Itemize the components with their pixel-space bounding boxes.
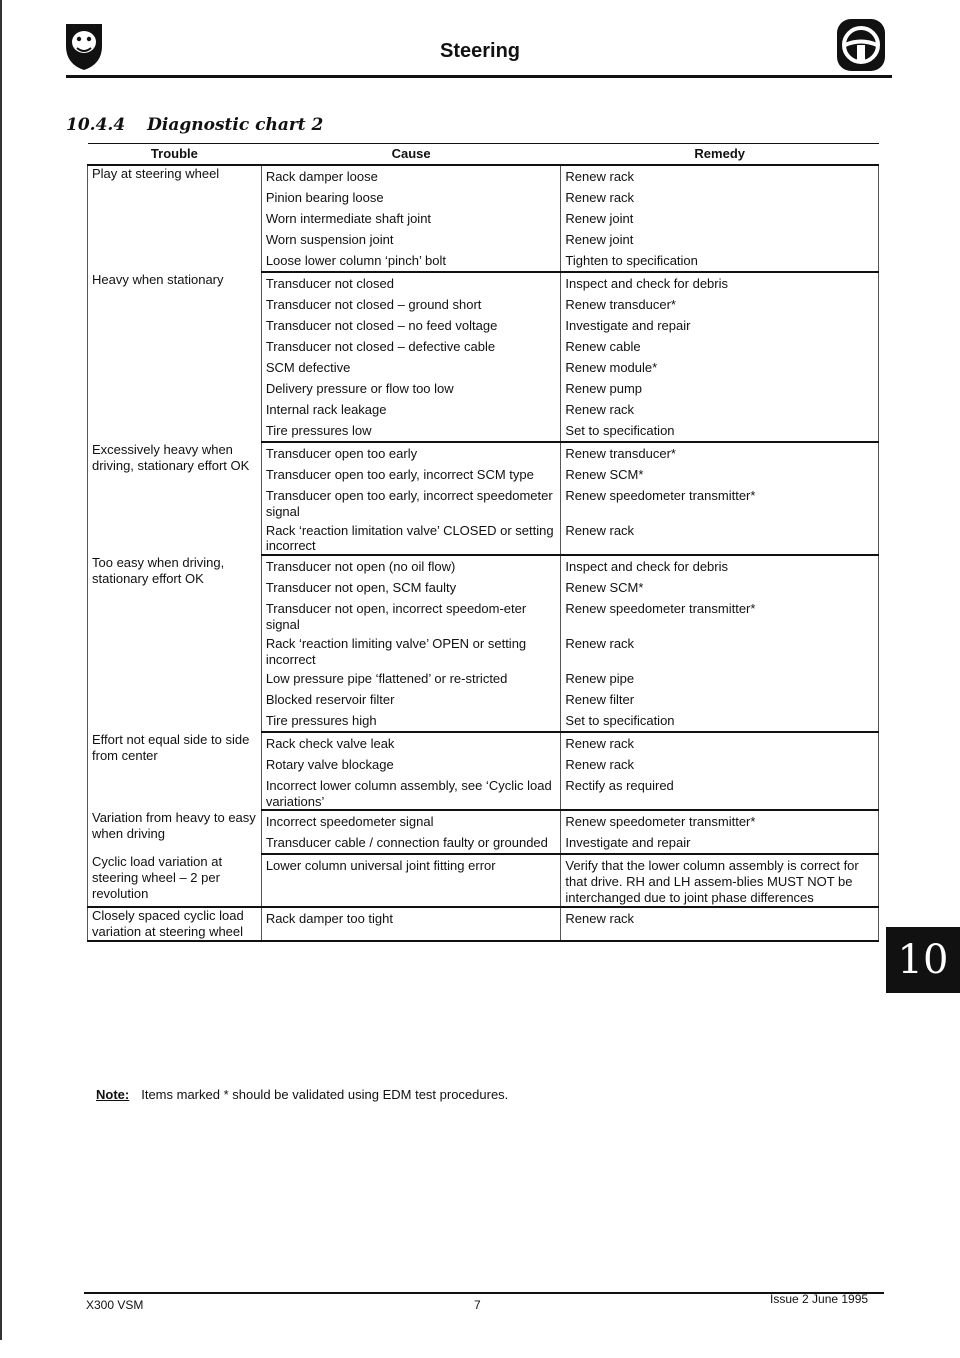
cause-cell	[261, 442, 561, 464]
footer-rule	[84, 1292, 884, 1294]
cause-cell	[261, 832, 561, 854]
remedy-text: Renew rack	[565, 756, 635, 772]
cause-cell	[261, 907, 561, 941]
remedy-cell	[561, 775, 879, 811]
remedy-text: Renew rack	[565, 636, 635, 652]
column-header-trouble: Trouble	[88, 144, 262, 165]
cause-cell	[261, 464, 561, 485]
cause-cell	[261, 315, 561, 336]
remedy-cell	[561, 485, 879, 520]
cause-cell	[261, 187, 561, 208]
remedy-cell	[561, 399, 879, 420]
remedy-text: Investigate and repair	[565, 835, 691, 851]
remedy-cell	[561, 272, 879, 294]
trouble-cell: Excessively heavy when driving, stationary effort OK	[88, 442, 262, 555]
remedy-text: Inspect and check for debris	[565, 559, 728, 575]
column-header-cause: Cause	[261, 144, 561, 165]
cause-cell	[261, 294, 561, 315]
remedy-cell	[561, 315, 879, 336]
cause-text: Lower column universal joint fitting error	[265, 858, 496, 874]
remedy-cell	[561, 229, 879, 250]
cause-text: Transducer not open, incorrect speedom-eter signal	[265, 601, 527, 633]
cause-text: Transducer not closed – ground short	[265, 296, 482, 312]
cause-cell	[261, 250, 561, 272]
remedy-cell	[561, 294, 879, 315]
remedy-cell	[561, 598, 879, 633]
remedy-cell	[561, 464, 879, 485]
remedy-cell	[561, 689, 879, 710]
cause-text: Transducer open too early	[265, 445, 418, 461]
remedy-text: Renew speedometer transmitter*	[565, 601, 756, 617]
remedy-cell	[561, 357, 879, 378]
remedy-text: Set to specification	[565, 712, 675, 728]
footer-page-number: 7	[474, 1298, 481, 1312]
cause-cell	[261, 689, 561, 710]
footer-manual-code: X300 VSM	[86, 1298, 144, 1312]
remedy-text: Renew rack	[565, 522, 635, 538]
remedy-cell	[561, 520, 879, 556]
remedy-cell	[561, 633, 879, 668]
remedy-text: Renew cable	[565, 338, 641, 354]
chapter-tab: 10	[886, 927, 960, 993]
remedy-cell	[561, 810, 879, 832]
cause-text: Rack damper too tight	[265, 911, 393, 927]
cause-text: Transducer cable / connection faulty or grounded	[265, 835, 548, 851]
remedy-text: Renew rack	[565, 735, 635, 751]
cause-text: Incorrect lower column assembly, see ‘Cyclic load variations’	[265, 777, 552, 809]
cause-text: Transducer open too early, incorrect speedometer signal	[265, 487, 553, 519]
trouble-cell: Effort not equal side to side from center	[88, 732, 262, 811]
steering-wheel-icon	[836, 18, 886, 72]
remedy-text: Renew module*	[565, 359, 658, 375]
header-rule	[66, 75, 892, 78]
remedy-cell	[561, 710, 879, 732]
trouble-cell: Closely spaced cyclic load variation at steering wheel	[88, 907, 262, 941]
trouble-cell: Variation from heavy to easy when driving	[88, 810, 262, 854]
cause-text: Delivery pressure or flow too low	[265, 380, 454, 396]
cause-text: Transducer not closed – defective cable	[265, 338, 496, 354]
remedy-text: Renew speedometer transmitter*	[565, 814, 756, 830]
table-row	[88, 442, 879, 464]
cause-cell	[261, 336, 561, 357]
remedy-cell	[561, 187, 879, 208]
section-title: Diagnostic chart 2	[147, 115, 324, 135]
remedy-cell	[561, 754, 879, 775]
page-edge-line	[0, 0, 2, 1340]
table-row	[88, 854, 879, 907]
remedy-text: Renew pump	[565, 380, 643, 396]
remedy-cell	[561, 907, 879, 941]
remedy-text: Renew rack	[565, 401, 635, 417]
remedy-cell	[561, 250, 879, 272]
remedy-text: Tighten to specification	[565, 252, 698, 268]
remedy-text: Rectify as required	[565, 777, 674, 793]
cause-text: Blocked reservoir filter	[265, 691, 395, 707]
trouble-cell: Play at steering wheel	[88, 165, 262, 272]
cause-cell	[261, 775, 561, 811]
cause-cell	[261, 810, 561, 832]
remedy-cell	[561, 832, 879, 854]
remedy-text: Renew pipe	[565, 670, 635, 686]
trouble-cell: Heavy when stationary	[88, 272, 262, 442]
table-body	[88, 165, 879, 941]
remedy-cell	[561, 668, 879, 689]
cause-cell	[261, 520, 561, 556]
cause-text: Worn suspension joint	[265, 231, 394, 247]
cause-cell	[261, 598, 561, 633]
column-header-remedy: Remedy	[561, 144, 879, 165]
section-heading	[66, 115, 323, 135]
remedy-text: Renew filter	[565, 691, 635, 707]
diagnostic-chart-table	[87, 143, 879, 942]
remedy-cell	[561, 420, 879, 442]
cause-cell	[261, 378, 561, 399]
table-row	[88, 810, 879, 832]
cause-cell	[261, 732, 561, 754]
table-header-row	[88, 144, 879, 165]
note-text: Items marked * should be validated using EDM test procedures.	[141, 1087, 509, 1102]
cause-text: Rotary valve blockage	[265, 756, 394, 772]
cause-cell	[261, 633, 561, 668]
remedy-cell	[561, 336, 879, 357]
cause-text: Tire pressures high	[265, 712, 377, 728]
table-row	[88, 907, 879, 941]
remedy-text: Renew transducer*	[565, 296, 676, 312]
cause-text: Rack damper loose	[265, 168, 378, 184]
remedy-cell	[561, 442, 879, 464]
remedy-text: Renew joint	[565, 231, 634, 247]
footer-issue: Issue 2 June 1995	[770, 1292, 869, 1306]
cause-cell	[261, 208, 561, 229]
cause-cell	[261, 710, 561, 732]
cause-text: Rack ‘reaction limitation valve’ CLOSED or setting incorrect	[265, 522, 554, 554]
cause-cell	[261, 420, 561, 442]
cause-text: Transducer not open, SCM faulty	[265, 580, 457, 596]
cause-cell	[261, 165, 561, 187]
remedy-cell	[561, 165, 879, 187]
remedy-text: Investigate and repair	[565, 317, 691, 333]
cause-text: Worn intermediate shaft joint	[265, 210, 432, 226]
cause-text: Loose lower column ‘pinch’ bolt	[265, 252, 446, 268]
cause-cell	[261, 754, 561, 775]
cause-text: Transducer not closed – no feed voltage	[265, 317, 498, 333]
remedy-text: Renew transducer*	[565, 445, 676, 461]
remedy-cell	[561, 854, 879, 907]
cause-text: Transducer not closed	[265, 275, 394, 291]
note	[96, 1087, 508, 1102]
table-row	[88, 555, 879, 577]
note-label: Note:	[96, 1087, 130, 1102]
cause-cell	[261, 668, 561, 689]
table-row	[88, 272, 879, 294]
cause-text: Internal rack leakage	[265, 401, 387, 417]
remedy-cell	[561, 378, 879, 399]
cause-text: Pinion bearing loose	[265, 189, 384, 205]
remedy-cell	[561, 555, 879, 577]
remedy-text: Renew SCM*	[565, 466, 644, 482]
remedy-text: Renew rack	[565, 911, 635, 927]
cause-cell	[261, 577, 561, 598]
remedy-cell	[561, 577, 879, 598]
cause-cell	[261, 399, 561, 420]
cause-cell	[261, 854, 561, 907]
remedy-text: Renew rack	[565, 189, 635, 205]
cause-text: Tire pressures low	[265, 422, 372, 438]
cause-text: Transducer not open (no oil flow)	[265, 559, 456, 575]
cause-cell	[261, 357, 561, 378]
remedy-text: Inspect and check for debris	[565, 275, 728, 291]
cause-text: Rack check valve leak	[265, 735, 395, 751]
cause-cell	[261, 555, 561, 577]
remedy-text: Set to specification	[565, 422, 675, 438]
cause-text: Low pressure pipe ‘flattened’ or re-stricted	[265, 670, 508, 686]
trouble-cell: Too easy when driving, stationary effort OK	[88, 555, 262, 731]
table-row	[88, 165, 879, 187]
trouble-cell: Cyclic load variation at steering wheel – 2 per revolution	[88, 854, 262, 907]
remedy-cell	[561, 208, 879, 229]
table-row	[88, 732, 879, 754]
remedy-text: Verify that the lower column assembly is correct for that drive. RH and LH assem-blies MUST NOT be interchanged due to joint phase differences	[565, 858, 859, 906]
page-title: Steering	[439, 40, 521, 62]
cause-text: Transducer open too early, incorrect SCM type	[265, 466, 534, 482]
remedy-text: Renew joint	[565, 210, 634, 226]
remedy-text: Renew speedometer transmitter*	[565, 487, 756, 503]
remedy-text: Renew SCM*	[565, 580, 644, 596]
cause-cell	[261, 229, 561, 250]
section-number: 10.4.4	[66, 115, 126, 135]
cause-cell	[261, 272, 561, 294]
cause-text: SCM defective	[265, 359, 351, 375]
remedy-cell	[561, 732, 879, 754]
remedy-text: Renew rack	[565, 168, 635, 184]
cause-text: Rack ‘reaction limiting valve’ OPEN or setting incorrect	[265, 636, 527, 667]
cause-text: Incorrect speedometer signal	[265, 814, 434, 830]
cause-cell	[261, 485, 561, 520]
